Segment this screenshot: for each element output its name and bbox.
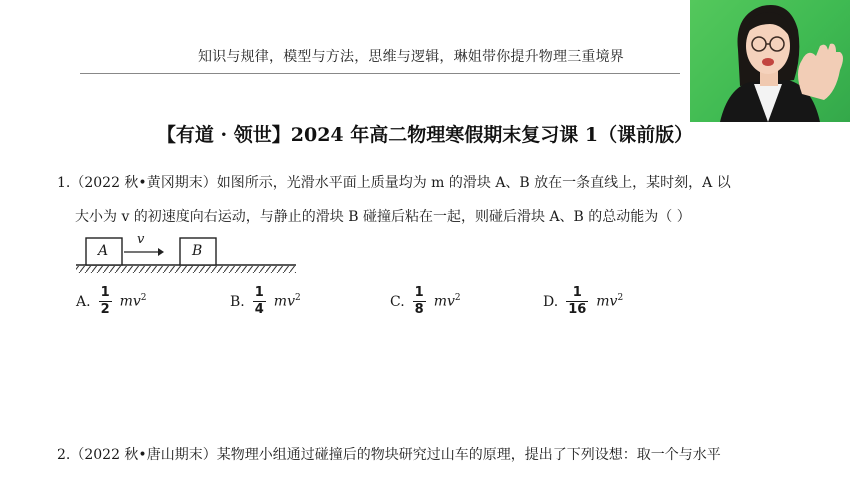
question-1-text-line-2: 大小为 v 的初速度向右运动，与静止的滑块 B 碰撞后粘在一起，则碰后滑块 A、B 的总动能为（ ） (75, 209, 691, 225)
question-1-options (0, 286, 850, 326)
presenter-image (690, 0, 850, 122)
ground-hatch (76, 266, 296, 273)
block-a-label: A (98, 243, 109, 259)
option-a-expression: $mv^2$ (119, 293, 147, 310)
option-b[interactable] (230, 286, 301, 317)
option-d[interactable] (543, 286, 623, 317)
question-2-text-line-1: 2.（2022 秋•唐山期末）某物理小组通过碰撞后的物块研究过山车的原理，提出了下列设想：取一个与水平 (57, 447, 721, 463)
option-a-letter: A. (76, 293, 91, 310)
option-c-denominator: 8 (414, 302, 424, 318)
option-a-fraction (99, 286, 112, 317)
option-b-denominator: 4 (254, 302, 264, 318)
option-c-expression: $mv^2$ (433, 293, 461, 310)
option-a-denominator: 2 (100, 302, 110, 318)
option-d-expression: $mv^2$ (596, 293, 624, 310)
option-c-numerator: 1 (414, 285, 424, 300)
header-slogan: 知识与规律，模型与方法，思维与逻辑，琳姐带你提升物理三重境界 (198, 49, 624, 65)
velocity-label: v (137, 232, 145, 247)
page-title: 【有道 · 领世】2024 年高二物理寒假期末复习课 1（课前版） (156, 124, 694, 146)
option-a[interactable] (76, 286, 147, 317)
option-b-numerator: 1 (254, 285, 264, 300)
option-d-denominator: 16 (568, 302, 587, 318)
option-d-fraction (566, 286, 588, 317)
header-divider (80, 73, 680, 74)
option-d-letter: D. (543, 293, 559, 310)
option-a-numerator: 1 (100, 285, 110, 300)
question-1-text-line-1: 1.（2022 秋•黄冈期末）如图所示，光滑水平面上质量均为 m 的滑块 A、B 放在一条直线上，某时刻，A 以 (57, 175, 731, 191)
option-b-letter: B. (230, 293, 245, 310)
presenter-webcam (690, 0, 850, 122)
option-c-letter: C. (390, 293, 405, 310)
option-c-fraction (413, 286, 426, 317)
option-b-expression: $mv^2$ (273, 293, 301, 310)
option-d-numerator: 1 (572, 285, 582, 300)
block-b-label: B (192, 243, 203, 259)
velocity-arrowhead (158, 248, 164, 256)
option-c[interactable] (390, 286, 461, 317)
question-1-diagram (74, 232, 300, 280)
option-b-fraction (253, 286, 266, 317)
